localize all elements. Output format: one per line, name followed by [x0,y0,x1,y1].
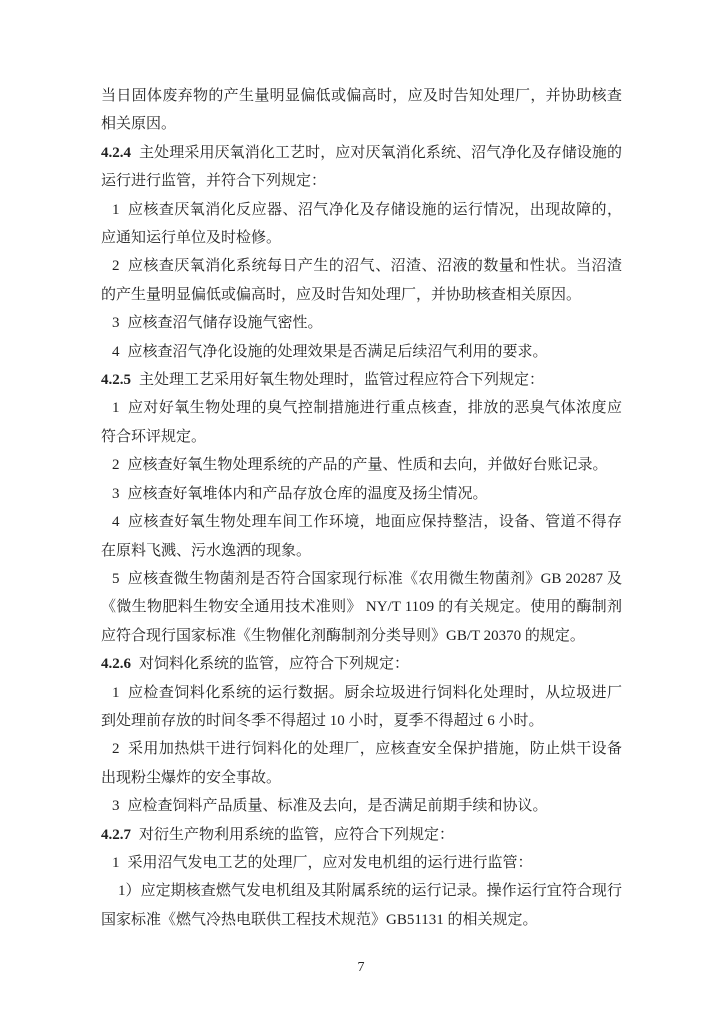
clause-item [101,309,622,337]
section-heading-4-2-6 [101,650,622,678]
paragraph-text: 应核查沼气净化设施的处理效果是否满足后续沼气利用的要求。 [127,343,548,360]
paragraph-text: 对衍生产物利用系统的监管，应符合下列规定： [139,826,455,843]
paragraph-text: 应核查厌氧消化系统每日产生的沼气、沼渣、沼液的数量和性状。当沼渣的产生量明显偏低或偏高时，应及时告知处理厂，并协助核查相关原因。 [101,258,622,303]
clause-item [101,679,622,736]
paragraph-text: 应检查饲料化系统的运行数据。厨余垃圾进行饲料化处理时，从垃圾进厂到处理前存放的时间冬季不得超过 10 小时，夏季不得超过 6 小时。 [101,684,622,729]
item-number: 4 [112,343,120,360]
paragraph-text: 采用沼气发电工艺的处理厂，应对发电机组的运行进行监管： [127,854,533,871]
clause-item [101,480,622,508]
paragraph-text: 应定期核查燃气发电机组及其附属系统的运行记录。操作运行宜符合现行国家标准《燃气冷热电联供工程技术规范》GB51131 的相关规定。 [101,883,622,928]
section-number: 4.2.6 [101,656,131,673]
item-number: 1 [112,400,120,417]
item-number: 3 [112,798,120,815]
section-heading-4-2-4 [101,139,622,196]
paragraph-text: 采用加热烘干进行饲料化的处理厂，应核查安全保护措施，防止烘干设备出现粉尘爆炸的安全事故。 [101,741,622,786]
clause-item [101,394,622,451]
section-number: 4.2.7 [101,826,131,843]
clause-item [101,849,622,877]
paragraph-text: 应核查厌氧消化反应器、沼气净化及存储设施的运行情况，出现故障的，应通知运行单位及时检修。 [101,201,622,247]
item-number: 3 [112,485,120,502]
item-number: 3 [112,315,120,332]
item-number: 2 [112,741,120,758]
paragraph-text: 应核查好氧生物处理系统的产品的产量、性质和去向，并做好台账记录。 [127,457,608,474]
section-heading-4-2-5 [101,366,622,394]
item-number: 2 [112,258,120,275]
clause-item [101,792,622,820]
paragraph-text: 应检查饲料产品质量、标准及去向，是否满足前期手续和协议。 [127,798,548,815]
section-heading-4-2-7 [101,821,622,849]
clause-item [101,338,622,366]
section-number: 4.2.5 [101,372,131,389]
sub-clause-item [101,877,622,934]
clause-item [101,508,622,565]
clause-item [101,565,622,650]
item-number: 1 [112,684,120,701]
paragraph-text: 应核查沼气储存设施气密性。 [127,315,323,332]
item-number: 4 [112,514,120,531]
paragraph-text: 应核查微生物菌剂是否符合国家现行标准《农用微生物菌剂》GB 20287 及《微生物肥料生物安全通用技术准则》 NY/T 1109 的有关规定。使用的酶制剂应符合现行国家标准《生物催化剂酶制剂分类导则》GB/T 20370 的规定。 [101,570,622,644]
paragraph-text: 应对好氧生物处理的臭气控制措施进行重点核查，排放的恶臭气体浓度应符合环评规定。 [101,400,622,445]
paragraph-text: 应核查好氧生物处理车间工作环境，地面应保持整洁，设备、管道不得存在原料飞溅、污水逸洒的现象。 [101,514,622,559]
page-number: 7 [357,960,365,975]
paragraph-text: 对饲料化系统的监管，应符合下列规定： [139,656,410,673]
paragraph-text: 当日固体废弃物的产生量明显偏低或偏高时，应及时告知处理厂，并协助核查相关原因。 [101,88,622,133]
clause-item [101,735,622,792]
paragraph-text: 主处理工艺采用好氧生物处理时，监管过程应符合下列规定： [139,372,545,389]
clause-item [101,451,622,479]
item-number: 1 [112,854,120,871]
page-body-text [101,82,622,934]
item-number: 2 [112,457,120,474]
section-number: 4.2.4 [101,144,131,161]
item-number: 1 [112,201,120,218]
clause-item [101,252,622,309]
continuation-paragraph [101,82,622,139]
paragraph-text: 应核查好氧堆体内和产品存放仓库的温度及扬尘情况。 [127,485,488,502]
clause-item [101,196,622,253]
item-number: 5 [112,570,120,587]
paragraph-text: 主处理采用厌氧消化工艺时，应对厌氧消化系统、沼气净化及存储设施的运行进行监管，并符合下列规定： [101,144,622,190]
sub-item-number: 1） [118,883,141,900]
